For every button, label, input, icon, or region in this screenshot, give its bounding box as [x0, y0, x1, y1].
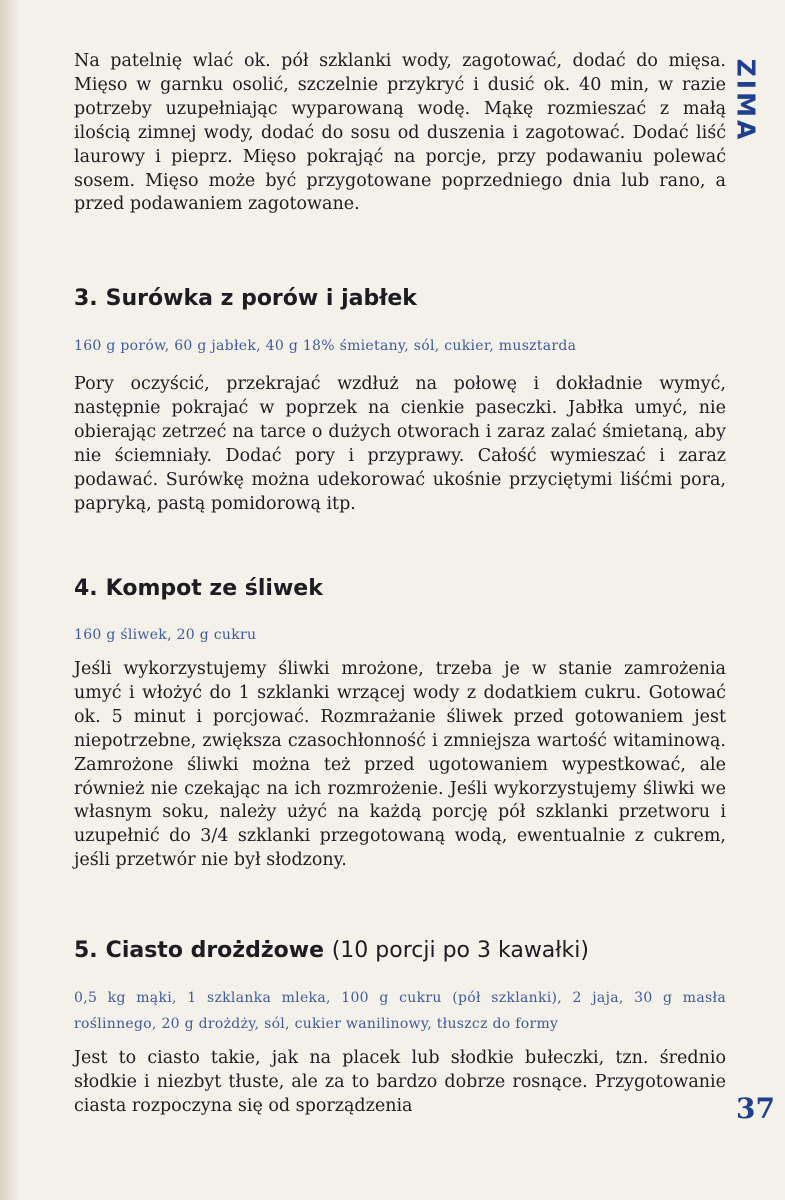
recipe-number: 5.: [74, 938, 98, 963]
recipe-heading: [74, 938, 726, 963]
recipe-title: Kompot ze śliwek: [105, 576, 323, 601]
recipe-heading: [74, 576, 726, 601]
recipe-4-instructions: Jeśli wykorzystujemy śliwki mrożone, trzeba je w stanie zamrożenia umyć i włożyć do 1 szklanki wrzącej wody z dodatkiem cukru. Gotować ok. 5 minut i porcjować. Rozmrażanie śliwek przed gotowaniem jest niepotrzebne, zwiększa czasochłonność i zmniejsza wartość witaminową. Zamrożone śliwki można też przed ugotowaniem wypestkować, ale również nie czekając na ich rozmrożenie. Jeśli wykorzystujemy śliwki we własnym soku, należy użyć na każdą porcję pół szklanki przetworu i uzupełnić do 3/4 szklanki przegotowaną wodą, ewentualnie z cukrem, jeśli przetwór nie był słodzony.: [74, 659, 726, 871]
recipe-5-instructions: Jest to ciasto takie, jak na placek lub słodkie bułeczki, tzn. średnio słodkie i niezbyt tłuste, ale za to bardzo dobrze rosnące. Przygotowanie ciasta rozpoczyna się od sporządzenia: [74, 1048, 726, 1116]
recipe-number: 4.: [74, 576, 98, 601]
recipe-4-heading: [74, 576, 726, 601]
recipe-3-instructions: Pory oczyścić, przekrajać wzdłuż na połowę i dokładnie wymyć, następnie pokrajać w poprzek na cienkie paseczki. Jabłka umyć, nie obierając zetrzeć na tarce o dużych otworach i zaraz zalać śmietaną, aby nie ściemniały. Dodać pory i przyprawy. Całość wymieszać i zaraz podawać. Surówkę można udekorować ukośnie przyciętymi liśćmi pora, papryką, pastą pomidorową itp.: [74, 374, 726, 514]
recipe-5-heading: [74, 938, 726, 963]
recipe-title: Ciasto drożdżowe: [105, 938, 325, 963]
page-number: 37: [736, 1092, 775, 1125]
page-binding-shadow: [0, 0, 20, 1200]
season-tab-label: ZIMA: [731, 58, 761, 142]
recipe-4-ingredients: 160 g śliwek, 20 g cukru: [74, 627, 257, 643]
recipe-title: Surówka z porów i jabłek: [105, 286, 417, 311]
intro-paragraph: Na patelnię wlać ok. pół szklanki wody, zagotować, dodać do mięsa. Mięso w garnku osolić, szczelnie przykryć i dusić ok. 40 min, w razie potrzeby uzupełniając wyparowaną wodę. Mąkę rozmieszać z małą ilością zimnej wody, dodać do sosu od duszenia i zagotować. Dodać liść laurowy i pieprz. Mięso pokrająć na porcje, przy podawaniu polewać sosem. Mięso może być przygotowane poprzedniego dnia lub rano, a przed podawaniem zagotowane.: [74, 51, 726, 215]
recipe-5-ingredients: 0,5 kg mąki, 1 szklanka mleka, 100 g cukru (pół szklanki), 2 jaja, 30 g masła roślinnego, 20 g drożdży, sól, cukier wanilinowy, tłuszcz do formy: [74, 990, 726, 1032]
recipe-number: 3.: [74, 286, 98, 311]
recipe-3-heading: [74, 286, 726, 311]
recipe-portion-note: (10 porcji po 3 kawałki): [331, 938, 589, 963]
recipe-heading: [74, 286, 726, 311]
recipe-3-ingredients: 160 g porów, 60 g jabłek, 40 g 18% śmietany, sól, cukier, musztarda: [74, 338, 577, 354]
season-tab: [728, 48, 764, 152]
